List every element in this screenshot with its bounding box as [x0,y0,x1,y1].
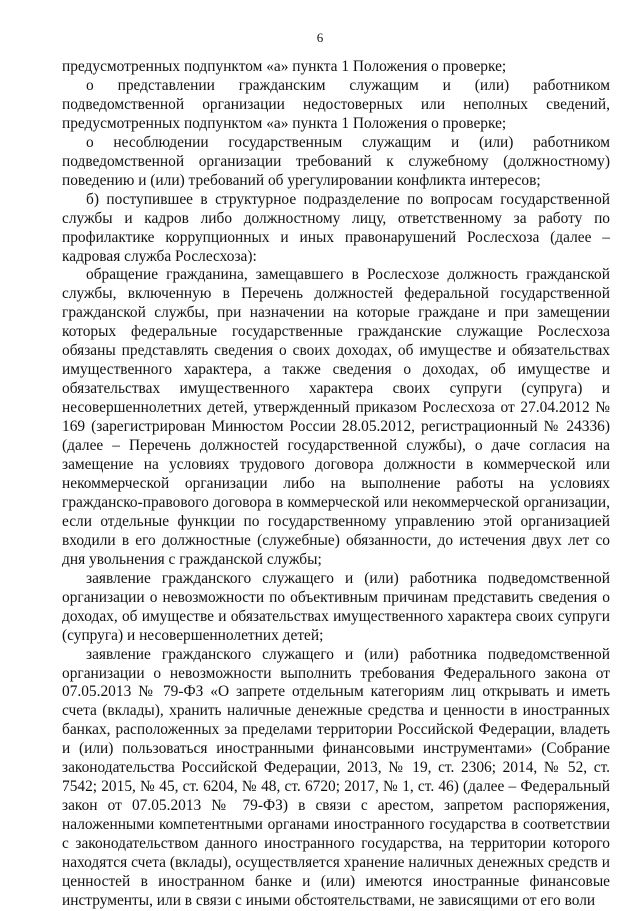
paragraph-b-hr-service: б) поступившее в структурное подразделение по вопросам государственной службы и кадров либо должностному лицу, ответственному за работу по профилактике коррупционных и иных правонарушений Рослесхоза (далее – кадровая служба Рослесхоза): [62,190,610,265]
paragraph-statement-foreign-accounts: заявление гражданского служащего и (или) работника подведомственной организации о невозможности выполнить требования Федерального закона от 07.05.2013 № 79-ФЗ «О запрете отдельным категориям лиц открывать и иметь счета (вклады), хранить наличные денежные средства и ценности в иностранных банках, расположенных за пределами территории Российской Федерации, владеть и (или) пользоваться иностранными финансовыми инструментами» (Собрание законодательства Российской Федерации, 2013, № 19, ст. 2306; 2014, № 52, ст. 7542; 2015, № 45, ст. 6204, № 48, ст. 6720; 2017, № 1, ст. 46) (далее – Федеральный закон от 07.05.2013 № 79-ФЗ) в связи с арестом, запретом распоряжения, наложенными компетентными органами иностранного государства в соответствии с законодательством данного иностранного государства, на территории которого находятся счета (вклады), осуществляется хранение наличных денежных средств и ценностей в иностранном банке и (или) имеются иностранные финансовые инструменты, или в связи с иными обстоятельствами, не зависящими от его воли [62,645,610,909]
paragraph-non-compliance: о несоблюдении государственным служащим и (или) работником подведомственной организации требований к служебному (должностному) поведению и (или) требований об урегулировании конфликта интересов; [62,133,610,189]
paragraph-false-information: о представлении гражданским служащим и (или) работником подведомственной организации недостоверных или неполных сведений, предусмотренных подпунктом «а» пункта 1 Положения о проверке; [62,76,610,132]
page-number: 6 [316,30,324,45]
paragraph-citizen-appeal: обращение гражданина, замещавшего в Рослесхозе должность гражданской службы, включенную в Перечень должностей федеральной государственной гражданской службы, при назначении на которые граждане и при замещении которых федеральные государственные гражданские служащие Рослесхоза обязаны представлять сведения о своих доходах, об имуществе и обязательствах имущественного характера, а также сведения о доходах, об имуществе и обязательствах имущественного характера своих супруги (супруга) и несовершеннолетних детей, утвержденный приказом Рослесхоза от 27.04.2012 № 169 (зарегистрирован Минюстом России 28.05.2012, регистрационный № 24336) (далее – Перечень должностей государственной службы), о даче согласия на замещение на условиях трудового договора должности в коммерческой или некоммерческой организации либо на выполнение работы на условиях гражданско-правового договора в коммерческой или некоммерческой организации, если отдельные функции по государственному управлению этой организацией входили в его должностные (служебные) обязанности, до истечения двух лет со дня увольнения с гражданской службы; [62,266,610,568]
paragraph-statement-income: заявление гражданского служащего и (или) работника подведомственной организации о невозможности по объективным причинам представить сведения о доходах, об имуществе и обязательствах имущественного характера своих супруги (супруга) и несовершеннолетних детей; [62,569,610,644]
paragraph-continuation: предусмотренных подпунктом «а» пункта 1 Положения о проверке; [62,58,507,75]
document-body [62,58,610,911]
